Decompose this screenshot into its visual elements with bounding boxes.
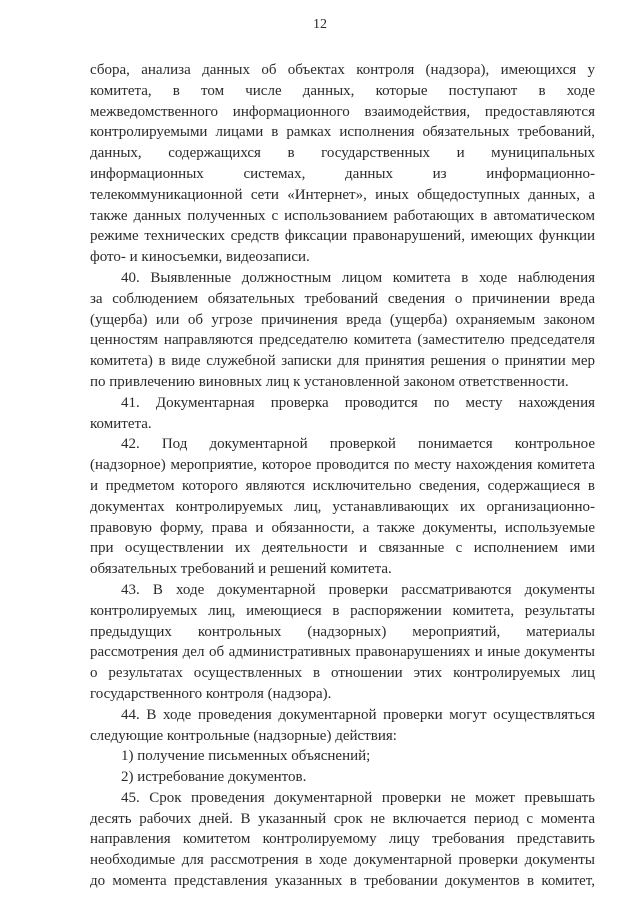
text-line: 2) истребование документов. [121, 769, 307, 786]
text-line: межведомственного информационного взаимодействия, предоставляются [90, 103, 595, 120]
text-line: контролируемых лиц, имеющиеся в распоряжении комитета, результаты [90, 602, 595, 619]
text-line: документах контролируемых лиц, устанавливающих их организационно- [90, 498, 595, 515]
text-line: о результатах осуществленных в отношении этих контролируемых лиц [90, 665, 595, 682]
text-line: 42. Под документарной проверкой понимается контрольное [121, 436, 595, 453]
text-line: также данных полученных с использованием работающих в автоматическом [90, 207, 595, 224]
text-line: при осуществлении их деятельности и связанные с исполнением ими [90, 540, 595, 557]
text-line: следующие контрольные (надзорные) действия: [90, 727, 397, 744]
text-line: необходимые для рассмотрения в ходе документарной проверки документы [90, 852, 595, 869]
text-line: рассмотрения дел об административных правонарушениях и иные документы [90, 644, 595, 661]
text-line: комитета. [90, 415, 152, 432]
text-line: 44. В ходе проведения документарной проверки могут осуществляться [121, 706, 595, 723]
text-line: правовую форму, права и обязанности, а также документы, используемые [90, 519, 595, 536]
text-line: предыдущих контрольных (надзорных) мероприятий, материалы [90, 623, 595, 640]
document-body [90, 60, 595, 892]
text-line: сбора, анализа данных об объектах контроля (надзора), имеющихся у [90, 62, 595, 78]
text-line: информационных системах, данных из информационно- [90, 165, 595, 182]
text-line: государственного контроля (надзора). [90, 685, 332, 702]
text-line: 45. Срок проведения документарной проверки не может превышать [121, 789, 595, 806]
text-line: и предметом которого являются исключительно сведения, содержащиеся в [90, 477, 595, 494]
text-line: телекоммуникационной сети «Интернет», иных общедоступных данных, а [90, 186, 595, 203]
text-line: обязательных требований и решений комитета. [90, 561, 392, 578]
page-number: 12 [313, 17, 327, 32]
text-line: до момента представления указанных в требовании документов в комитет, [90, 873, 595, 890]
text-line: ценностям направляются председателю комитета (заместителю председателя [90, 332, 595, 349]
text-line: 40. Выявленные должностным лицом комитета в ходе наблюдения [121, 269, 595, 286]
text-line: направления комитетом контролируемому лицу требования представить [90, 831, 595, 848]
text-line: десять рабочих дней. В указанный срок не включается период с момента [90, 810, 595, 827]
text-line: по привлечению виновных лиц к установленной законом ответственности. [90, 373, 569, 390]
text-line: режиме технических средств фиксации правонарушений, имеющих функции [90, 228, 595, 245]
text-line: 41. Документарная проверка проводится по месту нахождения [121, 394, 595, 411]
text-line: (надзорное) мероприятие, которое проводится по месту нахождения комитета [90, 457, 595, 474]
text-line: фото- и киносъемки, видеозаписи. [90, 249, 310, 266]
text-line: контролируемыми лицами в рамках исполнения обязательных требований, [90, 124, 595, 141]
text-line: данных, содержащихся в государственных и муниципальных [90, 145, 595, 162]
text-line: (ущерба) или об угрозе причинения вреда (ущерба) охраняемым законом [90, 311, 595, 328]
text-line: 43. В ходе документарной проверки рассматриваются документы [121, 581, 595, 598]
text-line: за соблюдением обязательных требований сведения о причинении вреда [90, 290, 595, 307]
text-line: комитета, в том числе данных, которые поступают в ходе [90, 82, 595, 99]
text-line: 1) получение письменных объяснений; [121, 748, 371, 765]
text-line: комитета) в виде служебной записки для принятия решения о принятии мер [90, 353, 595, 370]
